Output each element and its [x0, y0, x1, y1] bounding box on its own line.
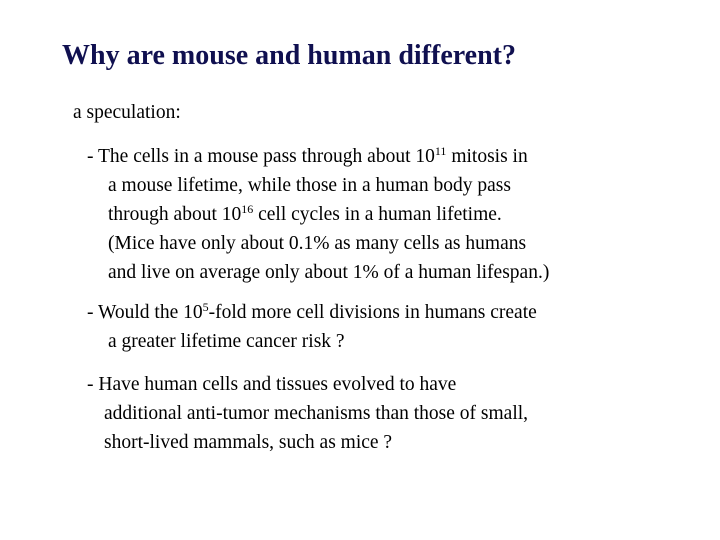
bullet-point-mitosis-comparison — [87, 142, 549, 287]
superscript-exponent: 16 — [241, 202, 254, 216]
bullet-line: - Would the $10^5$-fold more cell divisions in humans create — [87, 300, 537, 323]
bullet-line: and live on average only about 1% of a human lifespan.) — [108, 262, 550, 283]
slide-subtitle: a speculation: — [73, 102, 181, 123]
bullet-line: - The cells in a mouse pass through about $10^{11}$ mitosis in — [87, 144, 528, 167]
superscript-exponent: 5 — [202, 300, 209, 314]
bullet-point-cancer-risk — [87, 298, 537, 356]
bullet-line: short-lived mammals, such as mice ? — [104, 432, 393, 453]
bullet-line: through about $10^{16}$ cell cycles in a human lifetime. — [108, 202, 502, 225]
bullet-line: a greater lifetime cancer risk ? — [108, 331, 345, 352]
bullet-line: additional anti-tumor mechanisms than those of small, — [104, 403, 529, 424]
bullet-line: - Have human cells and tissues evolved to have — [87, 374, 457, 395]
superscript-exponent: 11 — [434, 144, 447, 158]
slide-title: Why are mouse and human different? — [62, 40, 517, 71]
bullet-line: (Mice have only about 0.1% as many cells as humans — [108, 233, 527, 254]
bullet-point-anti-tumor-mechanisms — [87, 370, 528, 457]
bullet-line: a mouse lifetime, while those in a human body pass — [108, 175, 511, 196]
